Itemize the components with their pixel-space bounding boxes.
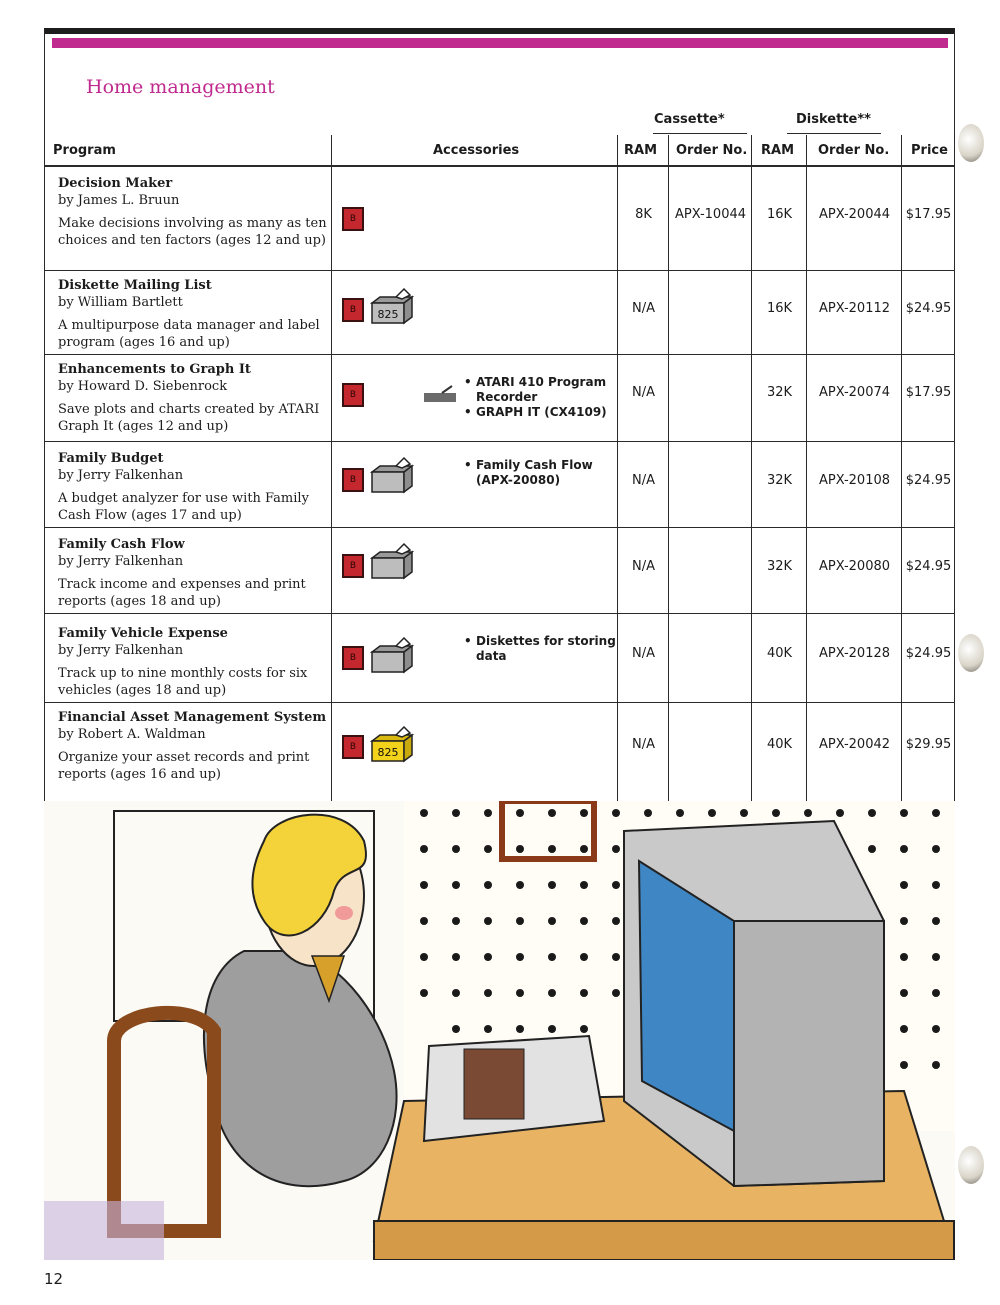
cassette-ram: N/A	[632, 559, 655, 574]
price: $17.95	[905, 385, 952, 400]
diskette-ram: 32K	[766, 559, 793, 574]
basic-cartridge-icon: B	[342, 383, 364, 407]
basic-cartridge-icon: B	[342, 207, 364, 231]
basic-cartridge-icon: B	[342, 735, 364, 759]
binder-ring-hole	[958, 1146, 984, 1184]
program-title: Family Vehicle Expense	[58, 626, 228, 641]
disk-drive-825-printer-icon	[370, 723, 416, 763]
table-row	[44, 442, 955, 527]
diskette-ram: 16K	[766, 301, 793, 316]
cassette-ram: N/A	[632, 646, 655, 661]
table-row	[44, 167, 955, 270]
accessory-item: • Family Cash Flow (APX-20080)	[464, 458, 624, 488]
basic-cartridge-icon: B	[342, 468, 364, 492]
col-program: Program	[53, 143, 116, 158]
binder-ring-hole	[958, 124, 984, 162]
diskette-order: APX-20044	[818, 207, 891, 222]
diskette-order: APX-20108	[818, 473, 891, 488]
program-cell	[58, 536, 330, 610]
col-diskette-order: Order No.	[818, 143, 890, 158]
table-row	[44, 614, 955, 702]
diskette-order: APX-20042	[818, 737, 891, 752]
col-cassette-ram: RAM	[624, 143, 658, 158]
program-cell	[58, 625, 330, 699]
program-description: Organize your asset records and print reports (ages 16 and up)	[58, 750, 310, 782]
diskette-order: APX-20128	[818, 646, 891, 661]
accessory-item: • ATARI 410 Program Recorder	[464, 375, 624, 405]
program-author: by Jerry Falkenhan	[58, 468, 184, 483]
illustration-woman-at-computer	[44, 801, 955, 1260]
price: $17.95	[905, 207, 952, 222]
accessory-item: • Diskettes for storing data	[464, 634, 624, 664]
diskette-order: APX-20074	[818, 385, 891, 400]
table-row	[44, 355, 955, 441]
diskette-ram: 32K	[766, 473, 793, 488]
program-description: A multipurpose data manager and label program (ages 16 and up)	[58, 318, 320, 350]
program-cell	[58, 277, 330, 351]
disk-drive-825-printer-icon	[370, 285, 416, 325]
disk-drive-icon	[370, 454, 416, 494]
disk-drive-icon	[370, 634, 416, 674]
price: $24.95	[905, 646, 952, 661]
diskette-group-header: Diskette**	[796, 112, 871, 127]
basic-cartridge-icon: B	[342, 646, 364, 670]
cassette-ram: N/A	[632, 473, 655, 488]
program-author: by Robert A. Waldman	[58, 727, 206, 742]
cassette-ram: N/A	[632, 385, 655, 400]
diskette-ram: 16K	[766, 207, 793, 222]
program-author: by James L. Bruun	[58, 193, 180, 208]
cassette-ram: N/A	[632, 301, 655, 316]
program-title: Family Cash Flow	[58, 537, 185, 552]
basic-cartridge-icon: B	[342, 298, 364, 322]
program-author: by Jerry Falkenhan	[58, 643, 184, 658]
program-recorder-icon	[422, 385, 458, 405]
diskette-ram: 40K	[766, 737, 793, 752]
table-row	[44, 271, 955, 354]
diskette-order: APX-20080	[818, 559, 891, 574]
cassette-group-header: Cassette*	[654, 112, 725, 127]
section-color-bar	[52, 38, 948, 48]
program-title: Enhancements to Graph It	[58, 362, 251, 377]
col-price: Price	[911, 143, 948, 158]
cassette-ram: N/A	[632, 737, 655, 752]
cassette-ram: 8K	[635, 207, 652, 222]
accessory-notes	[464, 375, 624, 420]
price: $24.95	[905, 473, 952, 488]
accessory-item: • GRAPH IT (CX4109)	[464, 405, 624, 420]
disk-label: 825	[377, 746, 399, 759]
price: $24.95	[905, 301, 952, 316]
program-title: Diskette Mailing List	[58, 278, 212, 293]
cassette-order: APX-10044	[674, 207, 747, 222]
disk-label: 825	[377, 308, 399, 321]
program-cell	[58, 450, 330, 524]
program-description: Make decisions involving as many as ten choices and ten factors (ages 12 and up)	[58, 216, 327, 248]
program-description: Track up to nine monthly costs for six vehicles (ages 18 and up)	[58, 666, 308, 698]
program-author: by Jerry Falkenhan	[58, 554, 184, 569]
program-author: by Howard D. Siebenrock	[58, 379, 228, 394]
cassette-underline	[653, 133, 747, 134]
price: $24.95	[905, 559, 952, 574]
basic-cartridge-icon: B	[342, 554, 364, 578]
accessory-notes	[464, 634, 624, 664]
col-accessories: Accessories	[433, 143, 520, 158]
program-title: Decision Maker	[58, 176, 173, 191]
diskette-underline	[787, 133, 881, 134]
program-cell	[58, 175, 330, 249]
program-title: Financial Asset Management System	[58, 710, 327, 725]
diskette-ram: 40K	[766, 646, 793, 661]
program-cell	[58, 709, 330, 783]
program-author: by William Bartlett	[58, 295, 183, 310]
disk-drive-icon	[370, 540, 416, 580]
col-cassette-order: Order No.	[676, 143, 748, 158]
page-number: 12	[44, 1270, 64, 1288]
section-title: Home management	[86, 76, 275, 98]
program-description: A budget analyzer for use with Family Cash Flow (ages 17 and up)	[58, 491, 309, 523]
program-cell	[58, 361, 330, 435]
diskette-order: APX-20112	[818, 301, 891, 316]
accessory-notes	[464, 458, 624, 488]
col-diskette-ram: RAM	[761, 143, 795, 158]
table-row	[44, 703, 955, 801]
program-description: Track income and expenses and print reports (ages 18 and up)	[58, 577, 306, 609]
binder-ring-hole	[958, 634, 984, 672]
program-title: Family Budget	[58, 451, 164, 466]
program-description: Save plots and charts created by ATARI Graph It (ages 12 and up)	[58, 402, 320, 434]
price: $29.95	[905, 737, 952, 752]
table-row	[44, 528, 955, 613]
diskette-ram: 32K	[766, 385, 793, 400]
